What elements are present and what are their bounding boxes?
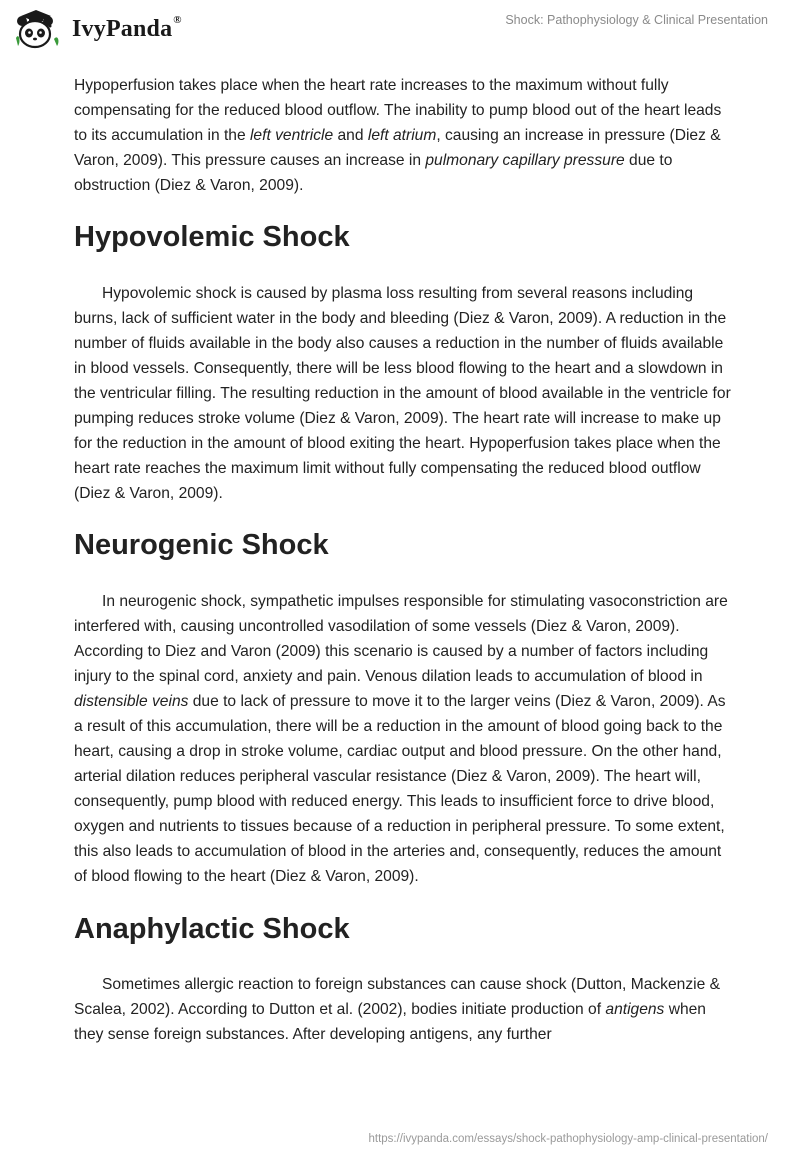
intro-paragraph [74, 73, 734, 198]
ivypanda-logo[interactable] [14, 8, 182, 50]
paragraph-hypovolemic-shock [74, 281, 734, 506]
panda-logo-icon [14, 8, 66, 50]
document-title: Shock: Pathophysiology & Clinical Presentation [505, 13, 768, 27]
page-header [0, 0, 800, 70]
italic-term: left atrium [367, 127, 437, 144]
paragraph-anaphylactic-shock [74, 972, 734, 1047]
heading-anaphylactic-shock: Anaphylactic Shock [74, 913, 350, 945]
heading-hypovolemic-shock: Hypovolemic Shock [74, 221, 350, 253]
heading-neurogenic-shock: Neurogenic Shock [74, 529, 329, 561]
text-run: Hypoperfusion takes place when the heart rate increases to the maximum without fully compensating for the reduced blood outflow. The inability to pump blood out of the heart leads to its accumulation in the [74, 77, 722, 144]
text-run: and [333, 127, 368, 144]
text-run: Sometimes allergic reaction to foreign substances can cause shock (Dutton, Mackenzie & Scalea, 2002). According to Dutton et al. (2002), bodies initiate production of [74, 976, 720, 1018]
text-run: due to obstruction (Diez & Varon, 2009). [74, 152, 673, 194]
italic-term: pulmonary capillary pressure [425, 152, 625, 169]
essay-content [74, 70, 734, 1047]
text-run: , causing an increase in pressure (Diez & Varon, 2009). This pressure causes an increase in [74, 127, 721, 169]
italic-term: distensible veins [74, 693, 189, 710]
italic-term: left ventricle [249, 127, 334, 144]
brand-name: IvyPanda® [72, 13, 182, 42]
text-run: when they sense foreign substances. After developing antigens, any further [74, 1001, 706, 1043]
paragraph-neurogenic-shock [74, 589, 734, 889]
source-url[interactable]: https://ivypanda.com/essays/shock-pathophysiology-amp-clinical-presentation/ [368, 1133, 768, 1145]
text-run: due to lack of pressure to move it to the larger veins (Diez & Varon, 2009). As a result of this accumulation, there will be a reduction in the amount of blood going back to the heart, causing a drop in stroke volume, cardiac output and blood pressure. On the other hand, arterial dilation reduces peripheral vascular resistance (Diez & Varon, 2009). The heart will, consequently, pump blood with reduced energy. This leads to insufficient force to drive blood, oxygen and nutrients to tissues because of a reduction in peripheral pressure. To some extent, this also leads to accumulation of blood in the arteries and, consequently, reduces the amount of blood flowing to the heart (Diez & Varon, 2009). [74, 693, 726, 885]
italic-term: antigens [605, 1001, 665, 1018]
text-run: Hypovolemic shock is caused by plasma loss resulting from several reasons including burns, lack of sufficient water in the body and bleeding (Diez & Varon, 2009). A reduction in the number of fluids available in the body also causes a reduction in the number of fluids available in blood vessels. Consequently, there will be less blood flowing to the heart and a slowdown in the ventricular filling. The resulting reduction in the amount of blood available in the ventricle for pumping reduces stroke volume (Diez & Varon, 2009). The heart rate will increase to make up for the reduction in the amount of blood exiting the heart. Hypoperfusion takes place when the heart rate reaches the maximum limit without fully compensating the reduced blood outflow (Diez & Varon, 2009). [74, 285, 731, 502]
text-run: In neurogenic shock, sympathetic impulses responsible for stimulating vasoconstriction are interfered with, causing uncontrolled vasodilation of some vessels (Diez & Varon, 2009). According to Diez and Varon (2009) this scenario is caused by a number of factors including injury to the spinal cord, anxiety and pain. Venous dilation leads to accumulation of blood in [74, 593, 728, 685]
